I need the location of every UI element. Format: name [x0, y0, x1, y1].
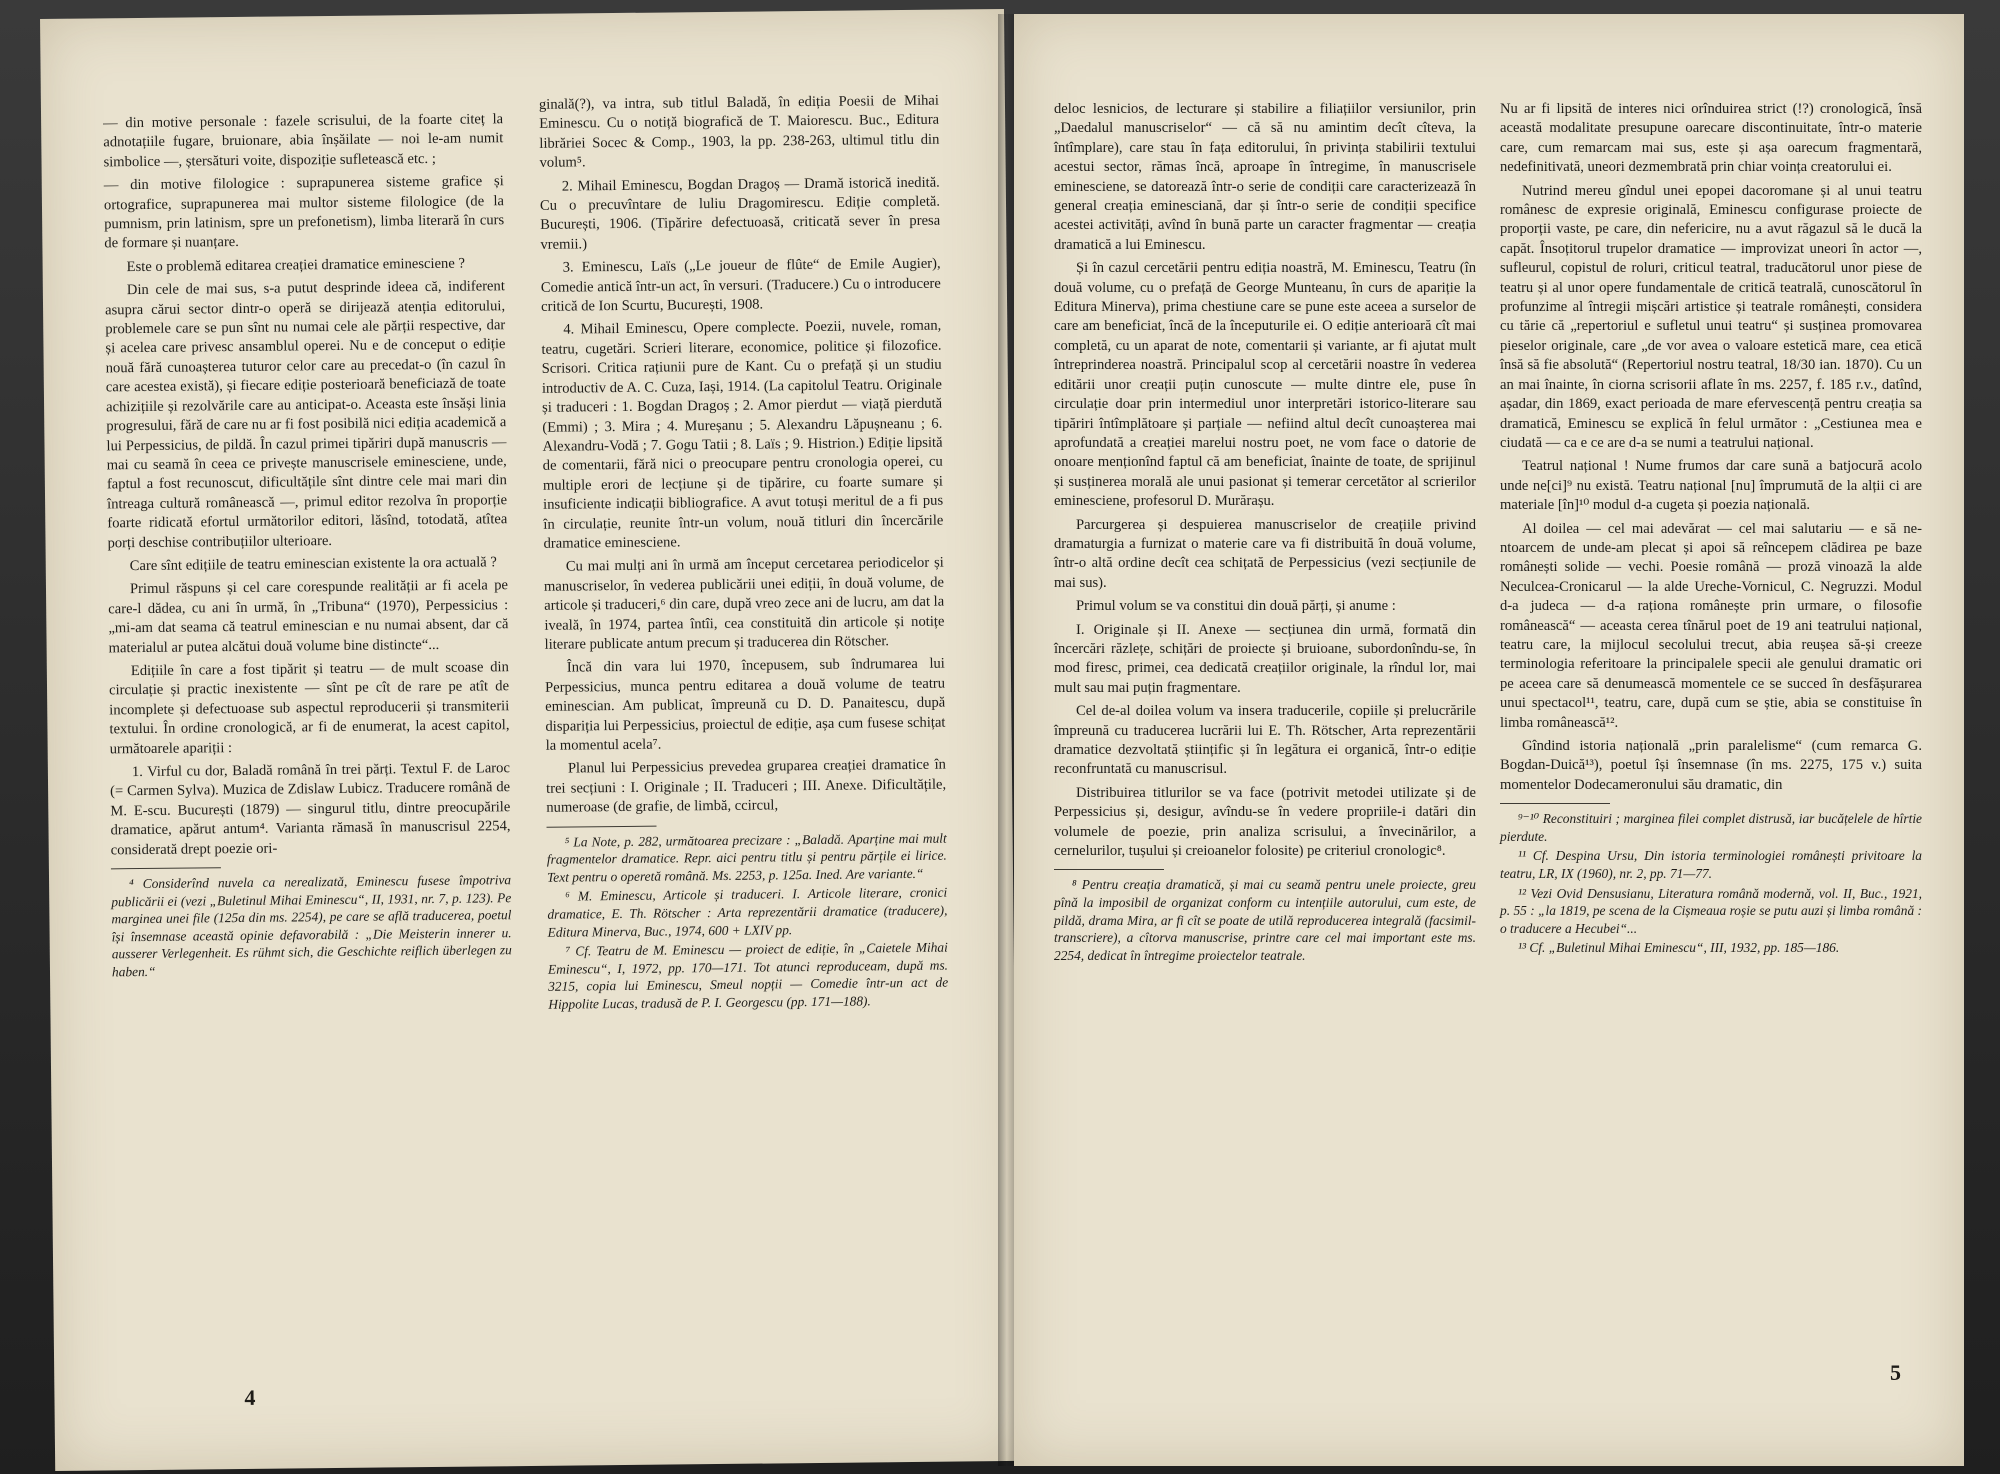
paragraph: Nu ar fi lipsită de interes nici orînduirea strict (!?) cronologică, însă această modalitate presupune oarecare discontinuitate, într-o materie care, cum remarcam mai sus, este și așa oarecum fragmentară, nedefinitivată, uneori dezmembrată prin chiar voința creatorului ei. — [1500, 101, 1922, 176]
paragraph: deloc lesnicios, de lecturare și stabilire a filiațiilor versiunilor, prin „Daedalul manuscriselor“ — că să nu amintim decît cîteva, la întîmplare), care stau în fața editorului, în privința stabilirii textului acestui sector, rămas încă, aproape în întregime, în manuscrisele eminesciene, se datorează într-o serie de condiții care caracterizează în general creația eminesciană, dar și într-o serie de condiții specifice acestei activități, avînd în bună parte un caracter fragmentar — creația dramatică a lui Eminescu. — [1054, 101, 1476, 253]
paragraph: Parcurgerea și despuierea manuscriselor de creațiile privind dramaturgia a furnizat o materie care va fi distribuită în două volume, într-o altă ordine decît cea schițată de Perpessicius (vezi secțiunile de mai sus). — [1054, 516, 1476, 591]
footnote-divider — [111, 867, 221, 869]
footnote: ¹² Vezi Ovid Densusianu, Literatura română modernă, vol. II, Buc., 1921, p. 55 : „la 1819, pe scena de la Cișmeaua roșie se putu auzi și limba română : o traducere a Hecubei“... — [1500, 885, 1922, 936]
paragraph: Din cele de mai sus, s-a putut desprinde ideea că, indiferent asupra cărui sector dintr-o operă se dirijează atenția editorului, problemele care se pun sînt nu numai cele ale părții respective, dar și acelea care privesc ansamblul operei. Nu e de conceput o ediție nouă fără cunoașterea tuturor celor care au precedat-o (în cazul în care acestea există), și fiecare ediție posterioară beneficiază de toate achizițiile și rezolvările care au anticipat-o. Aceasta este însăși linia progresului, fără de care nu ar fi fost posibilă nici ediția academică a lui Perpessicius, de pildă. În cazul primei tipăriri după manuscris — mai cu seamă în ceea ce privește manuscrisele eminesciene, unde, faptul a fost recunoscut, dificultățile sînt dintre cele mai mari din întreaga cultură românească —, primul editor rezolva în proporție foarte ridicată efortul următorilor editori, lăsînd, totodată, atîtea porți deschise contribuțiilor ulterioare. — [104, 278, 508, 551]
left-page — [40, 9, 1019, 1471]
paragraph: Încă din vara lui 1970, începusem, sub îndrumarea lui Perpessicius, munca pentru editarea a două volume de teatru eminescian. Am publicat, împreună cu D. D. Panaitescu, după dispariția lui Perpessicius, proiectul de ediție, așa cum fusese schițat la momentul acela⁷. — [544, 655, 946, 754]
page-number: 4 — [244, 1384, 256, 1410]
footnote: ⁷ Cf. Teatru de M. Eminescu — proiect de ediție, în „Caietele Mihai Eminescu“, I, 1972, pp. 170—171. Tot atunci reproduceam, după ms. 3215, copia lui Eminescu, Smeul nopții — Comedie într-un act de Hippolite Lucas, tradusă de P. I. Georgescu (pp. 171—188). — [547, 939, 949, 1012]
page-number: 5 — [1890, 1360, 1901, 1385]
paragraph: Al doilea — cel mai adevărat — cel mai salutariu — e să ne-ntoarcem de unde-am plecat și apoi să reîncepem clădirea pe baze românești solide — vechi. Poesie română — proză vinoază la alde Neculcea-Cronicarul — la alde Ureche-Vornicul, C. Negruzzi. Modul d-a judeca — d-a raționa românește prin urmare, o filosofie românească“ — aceasta cerea tînărul poet de 19 ani teatrului național, teatru care, la mijlocul secolului trecut, abia reușea să-și creeze terminologia referitoare la principalele specii ale genului dramatic ori pe aceea care să denumească momentele ce se succed în desfășurarea unui spectacol¹¹, teatru, care, după cum se știe, abia se constituise în limba românească¹². — [1500, 520, 1922, 731]
footnotes — [111, 871, 512, 981]
footnotes — [1500, 810, 1922, 957]
paragraph: — din motive filologice : suprapunerea sisteme grafice și ortografice, suprapunerea mai multor sisteme filologice (de la pumnism, prin latinism, spre un prefonetism), limba literară în curs de formare și nuanțare. — [103, 173, 505, 252]
paragraph: Gîndind istoria națională „prin paralelisme“ (cum remarca G. Bogdan-Duică¹³), poetul își însemnase (în ms. 2275, 175 v.) suita momentelor Dodecameronului său dramatic, din — [1500, 738, 1922, 793]
footnote: ⁶ M. Eminescu, Articole și traduceri. I. Articole literare, cronici dramatice, E. Th. Rötscher : Arta reprezentării dramatice (traducere), Editura Minerva, Buc., 1974, 600 + LXIV pp. — [547, 885, 948, 940]
left-column-2 — [539, 92, 949, 1016]
paragraph: Cel de-al doilea volum va insera traducerile, copiile și prelucrările împreună cu traducerea lucrării lui E. Th. Rötscher, Arta reprezentării dramatice dezvoltată științific și în legătura ei organică, într-o ediție reconfruntată cu manuscrisul. — [1054, 703, 1476, 778]
paragraph: Edițiile în care a fost tipărit și teatru — de mult scoase din circulație și practic inexistente — sînt pe cît de rare pe atît de incomplete și defectuoase sub aspectul reproducerii și transmiterii textului. În ordine cronologică, ar fi de enumerat, la acest capitol, următoarele apariții : — [108, 659, 510, 757]
footnotes — [547, 829, 949, 1013]
footnote-divider — [1054, 869, 1164, 870]
footnote: ⁸ Pentru creația dramatică, și mai cu seamă pentru unele proiecte, greu pînă la imposibil de organizat conform cu intențiile autorului, cum este, de pildă, drama Mira, ar fi cît se poate de utilă reproducerea integrală (facsimil-transcriere), a cîtorva manuscrise, printre care cel mai important este ms. 2254, dedicat în întregime proiectelor teatrale. — [1054, 877, 1476, 963]
paragraph: Care sînt edițiile de teatru eminescian existente la ora actuală ? — [129, 554, 497, 575]
footnote: ⁹⁻¹⁰ Reconstituiri ; marginea filei complet distrusă, iar bucățelele de hîrtie pierdute. — [1500, 811, 1922, 844]
paragraph: 1. Virful cu dor, Baladă română în trei părți. Textul F. de Laroc (= Carmen Sylva). Muzica de Zdislaw Lubicz. Traducere română de M. E-scu. București (1879) — singurul titlu, dintre preocupările dramatice, apărut antum⁴. Varianta rămasă în manuscrisul 2254, considerată drept poezie ori- — [110, 760, 511, 858]
paragraph: Primul volum se va constitui din două părți, și anume : — [1076, 598, 1396, 615]
paragraph: Distribuirea titlurilor se va face (potrivit metodei utilizate și de Perpessicius și, desigur, avîndu-se în vedere propriile-i datări din volumele de poezie, prin analiza scrisului, a învecinărilor, a cernelurilor, tușului și creioanelor folosite) pe criteriul cronologic⁸. — [1054, 784, 1476, 860]
footnote: ¹³ Cf. „Buletinul Mihai Eminescu“, III, 1932, pp. 185—186. — [1518, 940, 1840, 956]
paragraph: 2. Mihail Eminescu, Bogdan Dragoș — Dramă istorică inedită. Cu o precuvîntare de luliu Dragomirescu. Ediție completă. București, 1906. (Tipărire defectuoasă, criticată sever în presa vremii.) — [539, 174, 941, 253]
paragraph: Este o problemă editarea creației dramatice eminesciene ? — [126, 255, 466, 275]
paragraph: Teatrul național ! Nume frumos dar care sună a batjocură acolo unde ne[ci]⁹ nu există. Teatru național [nu] împrumută de la alții ci are materiale [în]¹⁰ modul d-a cugeta și poezia națională. — [1500, 458, 1922, 514]
paragraph: Planul lui Perpessicius prevedea gruparea creației dramatice în trei secțiuni : I. Originale ; II. Traduceri ; III. Anexe. Dificultățile, numeroase (de grafie, de limbă, ccircul, — [546, 757, 947, 817]
paragraph: I. Originale și II. Anexe — secțiunea din urmă, formată din încercări răzlețe, schițări de proiecte și bruioane, subordonîndu-se, în mod firesc, primei, cea dedicată creațiilor originale, la rîndul lor, mai mult sau mai puțin fragmentare. — [1054, 621, 1476, 696]
right-column-2 — [1500, 100, 1922, 959]
paragraph: ginală(?), va intra, sub titlul Baladă, în ediția Poesii de Mihai Eminescu. Cu o notiță biografică de T. Maiorescu. Buc., Editura librăriei Socec & Comp., 1903, la pp. 238-263, ultimul titlu din volum⁵. — [538, 92, 940, 172]
footnote: ¹¹ Cf. Despina Ursu, Din istoria terminologiei românești privitoare la teatru, LR, IX (1960), nr. 2, pp. 71—77. — [1500, 848, 1922, 881]
right-page — [1014, 14, 1964, 1466]
footnote: ⁵ La Note, p. 282, următoarea precizare : „Baladă. Aparține mai mult fragmentelor dramatice. Repr. aici pentru titlu și pentru părțile ei lirice. Text pentru o operetă română. Ms. 2253, p. 125a. Ined. Are variante.“ — [546, 830, 947, 885]
left-column-1 — [103, 110, 512, 983]
paragraph: Nutrind mereu gîndul unei epopei dacoromane și al unui teatru românesc de expresie originală, Eminescu configurase proiecte de proporții vaste, pe care, din nefericire, nu a avut răgazul să le ducă la capăt. Însoțitorul trupelor dramatice — improvizat uneori în actor —, sufleurul, copistul de roluri, criticul teatral, traducătorul unor piese de teatru și al unor opere fundamentale de critică teatrală, cunoscătorul în profunzime al întregii mișcări artistice și teatrale românești, considera cu tărie că „repertoriul e sufletul unui teatru“ și susținea promovarea pieselor originale, care „de vor avea o valoare estetică mare, cea etică însă să fie absolută“ (Repertoriul nostru teatral, 18/30 ian. 1870). Cu un an mai înainte, în ciorna scrisorii aflate în ms. 2257, f. 185 r.v., datînd, așadar, din 1869, exact perioada de mare efervescență pentru creația sa dramatică, Eminescu se explică în felul următor : „Cestiunea mea e ciudată — ca e ce are d-a se numi a teatrului național. — [1500, 182, 1922, 451]
paragraph: Și în cazul cercetării pentru ediția noastră, M. Eminescu, Teatru (în două volume, cu o prefață de George Munteanu, în curs de apariție la Editura Minerva), prima chestiune care se pune este aceea a surselor de care am beneficiat, încă de la începuturile ei. O ediție anterioară cît mai completă, cu un aparat de note, comentarii și variante, ar fi ajutat mult întreprinderea noastră. Principalul scop al cercetării noastre în vederea editării unor creații puțin cunoscute — multe dintre ele, puse în circulație doar prin intermediul unor interpretări istorico-literare sau tipăriri întîmplătoare și parțiale — nefiind altul decît cunoașterea mai aprofundată a creației marelui nostru poet, ne vom face o datorie de onoare menționînd faptul că am beneficiat, înainte de toate, de sprijinul și susținerea morală ale unui pasionat și temerar cercetător al scrierilor eminesciene, profesorul D. Murărașu. — [1054, 260, 1476, 510]
footnote-divider — [547, 825, 657, 827]
paragraph: 3. Eminescu, Laïs („Le joueur de flûte“ de Emile Augier), Comedie antică într-un act, în versuri. (Traducere.) Cu o introducere critică de Ion Scurtu, București, 1908. — [540, 255, 941, 315]
paragraph: — din motive personale : fazele scrisului, de la foarte citeț la adnotațiile fugare, bruionare, abia înșăilate — noi le-am numit simbolice —, ștersături voite, dispoziție sufletească etc. ; — [103, 111, 504, 171]
paragraph: Primul răspuns și cel care corespunde realității ar fi acela pe care-l dădea, cu ani în urmă, în „Tribuna“ (1970), Perpessicius : „mi-am dat seama că teatrul eminescian e nu numai absent, dar că materialul ar putea alcătui două volume bine distincte“... — [108, 577, 509, 656]
footnote-divider — [1500, 803, 1610, 804]
paragraph: 4. Mihail Eminescu, Opere complecte. Poezii, nuvele, roman, teatru, cugetări. Scrieri literare, economice, politice și filozofice. Scrisori. Critica rațiunii pure de Kant. Cu o prefață și un studiu introductiv de A. C. Cuza, Iași, 1914. (La capitolul Teatru. Originale și traduceri : 1. Bogdan Dragoș ; 2. Amor pierdut — viață pierdută (Emmi) ; 3. Mira ; 4. Mureșanu ; 5. Alexandru Lăpușneanu ; 6. Alexandru-Vodă ; 7. Gogu Tatii ; 8. Laïs ; 9. Histrion.) Ediție lipsită de comentarii, fără nici o preocupare pentru cronologia operei, cu multiple erori de lecțiune și de tipărire, cu foarte sumare și insuficiente indicații bibliografice. A avut totuși meritul de a fi pus în circulație, reunite într-un volum, nouă titluri din încercările dramatice eminesciene. — [541, 318, 944, 552]
paragraph: Cu mai mulți ani în urmă am început cercetarea periodicelor și manuscriselor, în vederea publicării unei ediții, în două volume, de articole și traduceri,⁶ din care, după vreo zece ani de lucru, am dat la iveală, în 1974, partea întîi, cea constituită din articole și notițe literare publicate antum precum și traducerea din Rötscher. — [543, 554, 945, 653]
right-column-1 — [1054, 100, 1476, 966]
footnotes — [1054, 876, 1476, 964]
footnote: ⁴ Considerînd nuvela ca nerealizată, Eminescu fusese împotriva publicării ei (vezi „Buletinul Mihai Eminescu“, II, 1931, nr. 7, p. 123). Pe marginea unei file (125a din ms. 2254), pe care se află traducerea, poetul își însemnase această opinie defavorabilă : „Die Meisterin innerer u. ausserer Verlegenheit. Es rühmt sich, die Geschichte reiflich überlegen zu haben.“ — [111, 872, 512, 980]
